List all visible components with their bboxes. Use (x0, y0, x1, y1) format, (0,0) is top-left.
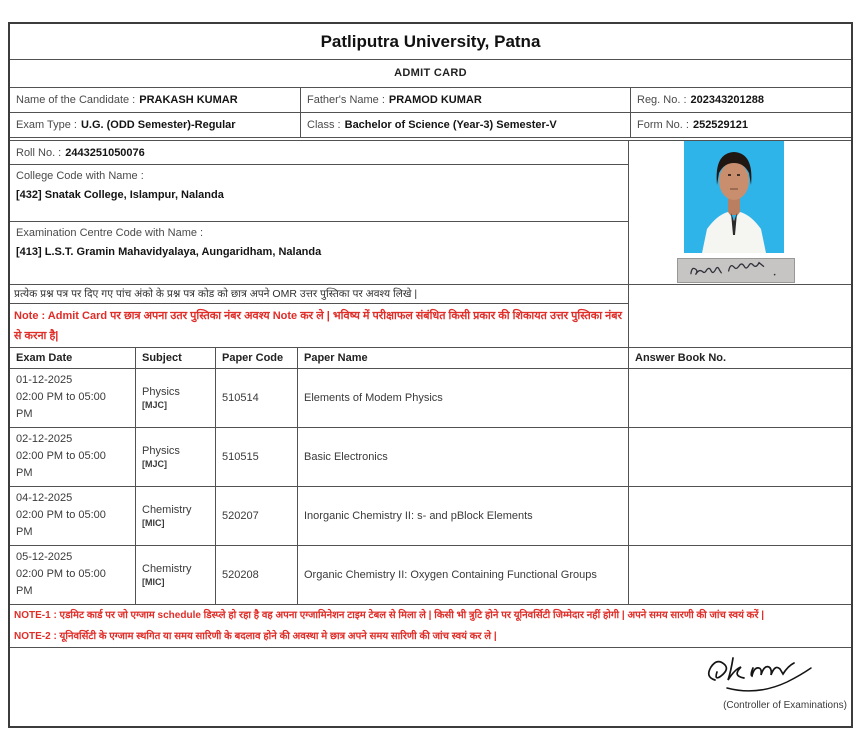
col-header-paper-code: Paper Code (216, 348, 298, 369)
admit-card-banner (10, 60, 851, 85)
subject-tag: [MJC] (142, 400, 167, 410)
photo-side-empty-cell (629, 285, 851, 348)
exam-date: 01-12-2025 (16, 374, 73, 386)
subject-cell (136, 487, 216, 546)
controller-signature (693, 650, 833, 698)
admit-card (8, 22, 853, 728)
middle-left (10, 141, 629, 605)
subject-name: Physics (142, 386, 180, 398)
red-note-text: Note : Admit Card पर छात्र अपना उतर पुस्तिका नंबर अवश्य Note कर ले | भविष्य में परीक्षाफल संबंधित किसी प्रकार की शिकायत उत्तर पुस्तिका नंबर से करना है| (14, 310, 623, 342)
col-header-answer-book: Answer Book No. (629, 348, 851, 369)
paper-code-cell: 510515 (216, 428, 298, 487)
note-1-text: NOTE-1 : एडमिट कार्ड पर जो एग्जाम schedule डिस्प्ले हो रहा है वह अपना एग्जामिनेशन टाइम टेबल से मिला ले | किसी भी त्रुटि होने पर यूनिवर्सिटी जिम्मेदार नहीं होगी | अपने समय सारणी की जांच स्वयं करें | (14, 610, 765, 621)
exam-date: 02-12-2025 (16, 433, 73, 445)
note-1-row (10, 605, 851, 627)
header-title-row (10, 24, 851, 60)
exam-centre-label: Examination Centre Code with Name : (16, 227, 204, 239)
subject-tag: [MIC] (142, 518, 165, 528)
reg-no-value: 202343201288 (690, 94, 764, 106)
paper-name-cell: Elements of Modem Physics (298, 369, 628, 428)
candidate-photo (684, 141, 784, 253)
subject-cell (136, 546, 216, 605)
class-label: Class : (307, 119, 341, 131)
roll-no-row (10, 141, 628, 165)
college-row (10, 165, 628, 222)
middle-right (629, 141, 851, 605)
exam-time: 02:00 PM to 05:00 PM (16, 568, 106, 597)
subject-tag: [MJC] (142, 459, 167, 469)
exam-date: 04-12-2025 (16, 492, 73, 504)
father-name-value: PRAMOD KUMAR (388, 94, 482, 106)
note-2-text: NOTE-2 : यूनिवर्सिटी के एग्जाम स्थगित या समय सारिणी के बदलाव होने की अवस्था मे छात्र अपने समय सारिणी की जांच स्वयं कर ले | (14, 631, 497, 642)
subject-name: Physics (142, 445, 180, 457)
university-title: Patliputra University, Patna (320, 31, 541, 51)
class-cell (300, 113, 630, 138)
exam-centre-row (10, 222, 628, 285)
class-value: Bachelor of Science (Year-3) Semester-V (344, 119, 557, 131)
paper-code-cell: 520207 (216, 487, 298, 546)
middle-section (10, 141, 851, 605)
footer (10, 648, 851, 730)
reg-no-cell (630, 88, 851, 113)
exam-date-cell (10, 369, 136, 428)
candidate-info-grid (10, 88, 851, 138)
candidate-name-cell (10, 88, 300, 113)
subject-cell (136, 369, 216, 428)
omr-instruction-row (10, 285, 628, 304)
col-header-paper-name: Paper Name (298, 348, 628, 369)
form-no-cell (630, 113, 851, 138)
paper-name-cell: Organic Chemistry II: Oxygen Containing Functional Groups (298, 546, 628, 605)
exam-centre-value: [413] L.S.T. Gramin Mahavidyalaya, Aungaridham, Nalanda (16, 246, 322, 258)
exam-type-cell (10, 113, 300, 138)
answer-book-cell (629, 546, 851, 605)
exam-time: 02:00 PM to 05:00 PM (16, 391, 106, 420)
candidate-name-value: PRAKASH KUMAR (139, 94, 238, 106)
exam-date: 05-12-2025 (16, 551, 73, 563)
photo-cell (629, 141, 851, 285)
controller-caption: (Controller of Examinations) (723, 700, 847, 711)
father-name-cell (300, 88, 630, 113)
admit-card-label: ADMIT CARD (394, 66, 467, 79)
candidate-signature (677, 258, 795, 283)
roll-no-label: Roll No. : (16, 146, 62, 159)
father-name-label: Father's Name : (307, 94, 385, 106)
college-label: College Code with Name : (16, 170, 144, 182)
exam-type-label: Exam Type : (16, 119, 77, 131)
exam-schedule-table (10, 348, 628, 605)
answer-book-cell (629, 369, 851, 428)
roll-no-value: 2443251050076 (65, 146, 145, 159)
note-2-row (10, 627, 851, 648)
answer-book-cell (629, 487, 851, 546)
form-no-value: 252529121 (692, 119, 749, 131)
exam-time: 02:00 PM to 05:00 PM (16, 450, 106, 479)
paper-name-cell: Inorganic Chemistry II: s- and pBlock Elements (298, 487, 628, 546)
col-header-exam-date: Exam Date (10, 348, 136, 369)
subject-name: Chemistry (142, 563, 192, 575)
exam-date-cell (10, 487, 136, 546)
subject-tag: [MIC] (142, 577, 165, 587)
candidate-name-label: Name of the Candidate : (16, 94, 136, 106)
exam-type-value: U.G. (ODD Semester)-Regular (80, 119, 236, 131)
exam-time: 02:00 PM to 05:00 PM (16, 509, 106, 538)
omr-instruction-text: प्रत्येक प्रश्न पत्र पर दिए गए पांच अंको के प्रश्न पत्र कोड को छात्र अपने OMR उत्तर पुस्तिका पर अवश्य लिखे | (14, 288, 418, 300)
paper-code-cell: 510514 (216, 369, 298, 428)
subject-cell (136, 428, 216, 487)
red-note-row (10, 304, 628, 348)
answer-book-cell (629, 428, 851, 487)
paper-code-cell: 520208 (216, 546, 298, 605)
form-no-label: Form No. : (637, 119, 689, 131)
subject-name: Chemistry (142, 504, 192, 516)
reg-no-label: Reg. No. : (637, 94, 687, 106)
col-header-subject: Subject (136, 348, 216, 369)
college-value: [432] Snatak College, Islampur, Nalanda (16, 189, 224, 201)
exam-date-cell (10, 428, 136, 487)
paper-name-cell: Basic Electronics (298, 428, 628, 487)
exam-date-cell (10, 546, 136, 605)
